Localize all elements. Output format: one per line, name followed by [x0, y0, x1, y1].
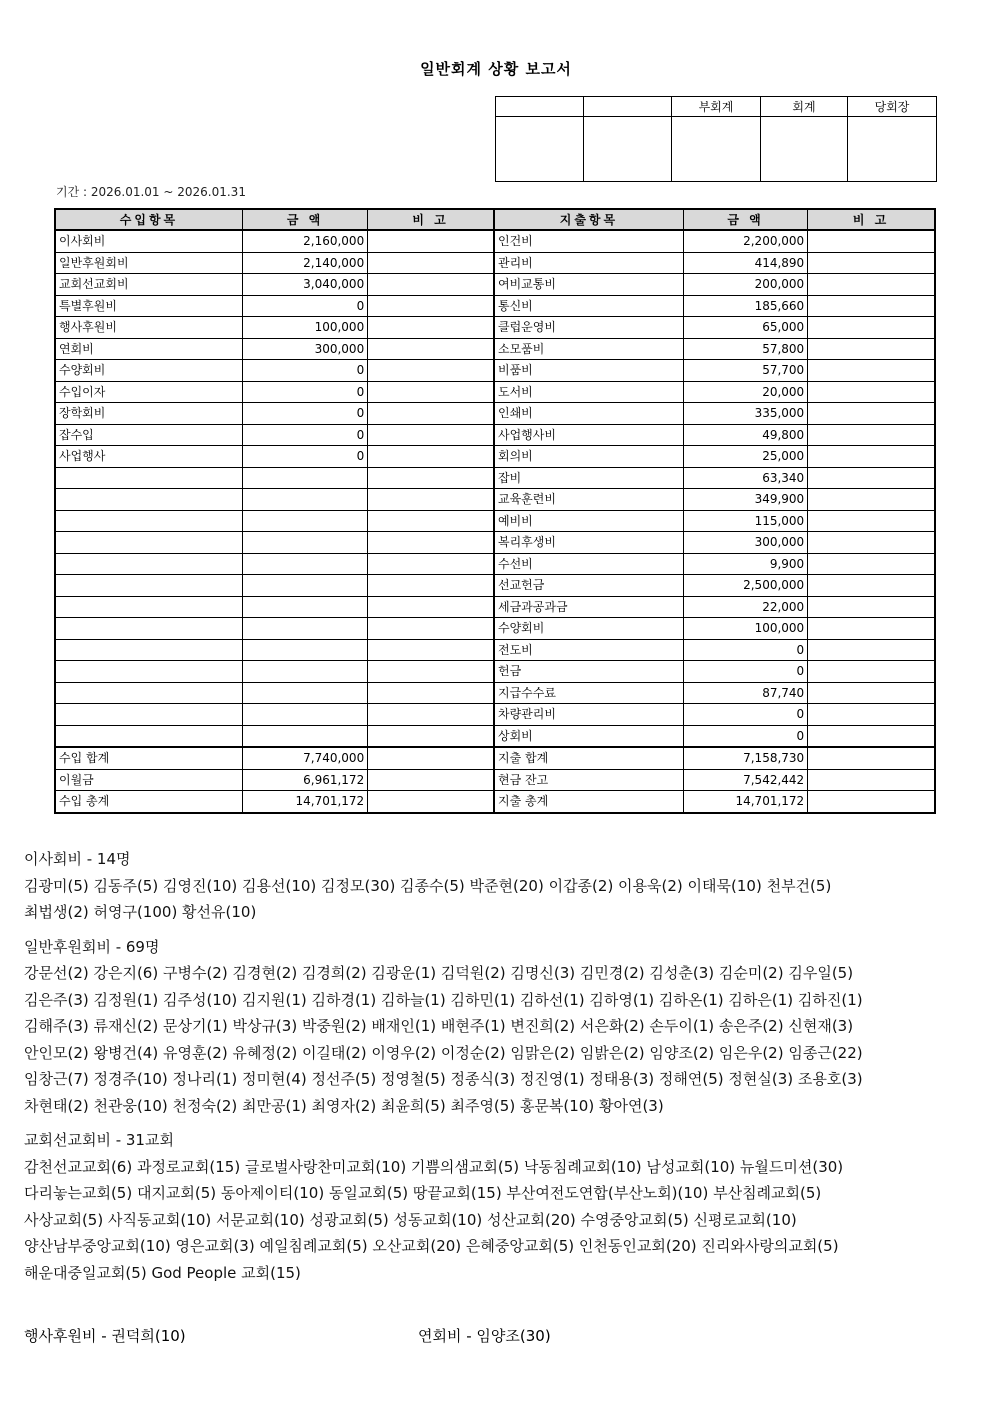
approval-signature-table: [495, 96, 937, 182]
income-note-cell: [368, 424, 494, 446]
header-expense-note: 비 고: [808, 209, 935, 230]
expense-note-cell: [808, 769, 935, 791]
income-amount-cell: 0: [242, 424, 367, 446]
table-row: [55, 618, 935, 640]
expense-note-cell: [808, 295, 935, 317]
table-row: [55, 317, 935, 339]
income-amount-cell: [242, 467, 367, 489]
expense-note-cell: [808, 682, 935, 704]
expense-amount-cell: 349,900: [683, 489, 807, 511]
expense-note-cell: [808, 661, 935, 683]
note-line: 김은주(3) 김정원(1) 김주성(10) 김지원(1) 김하경(1) 김하늘(1) 김하민(1) 김하선(1) 김하영(1) 김하온(1) 김하은(1) 김하진(1): [24, 990, 863, 1009]
income-note-cell: [368, 704, 494, 726]
expense-item-cell: 통신비: [494, 295, 683, 317]
income-item-cell: 수입 총계: [55, 791, 242, 813]
header-expense-amount: 금 액: [683, 209, 807, 230]
event-sponsor-note: 행사후원비 - 권덕희(10): [24, 1327, 186, 1345]
header-income-amount: 금 액: [242, 209, 367, 230]
expense-item-cell: 선교헌금: [494, 575, 683, 597]
table-row: [55, 424, 935, 446]
totals-row: [55, 791, 935, 813]
table-row: [55, 704, 935, 726]
income-amount-cell: [242, 596, 367, 618]
annual-fee-note: 연회비 - 임양조(30): [418, 1327, 551, 1345]
income-note-cell: [368, 682, 494, 704]
approval-header-treasurer: 회계: [761, 97, 848, 117]
expense-item-cell: 비품비: [494, 360, 683, 382]
expense-item-cell: 회의비: [494, 446, 683, 468]
income-note-cell: [368, 769, 494, 791]
expense-item-cell: 지출 총계: [494, 791, 683, 813]
expense-amount-cell: 57,800: [683, 338, 807, 360]
income-note-cell: [368, 510, 494, 532]
income-item-cell: [55, 639, 242, 661]
expense-note-cell: [808, 747, 935, 769]
income-note-cell: [368, 725, 494, 747]
expense-item-cell: 차량관리비: [494, 704, 683, 726]
income-amount-cell: 0: [242, 381, 367, 403]
note-line: 감천선교교회(6) 과정로교회(15) 글로벌사랑찬미교회(10) 기쁨의샘교회(5) 낙동침례교회(10) 남성교회(10) 뉴월드미션(30): [24, 1157, 844, 1176]
income-item-cell: 이사회비: [55, 230, 242, 252]
expense-amount-cell: 7,542,442: [683, 769, 807, 791]
expense-note-cell: [808, 338, 935, 360]
income-note-cell: [368, 274, 494, 296]
expense-amount-cell: 65,000: [683, 317, 807, 339]
expense-amount-cell: 2,200,000: [683, 230, 807, 252]
table-row: [55, 230, 935, 252]
table-row: [55, 489, 935, 511]
income-note-cell: [368, 553, 494, 575]
note-line: 임창근(7) 정경주(10) 정나리(1) 정미현(4) 정선주(5) 정영철(5) 정종식(3) 정진영(1) 정태용(3) 정해연(5) 정현실(3) 조용호(3): [24, 1070, 863, 1088]
expense-note-cell: [808, 381, 935, 403]
income-expense-table: [54, 208, 936, 814]
table-row: [55, 252, 935, 274]
expense-amount-cell: 7,158,730: [683, 747, 807, 769]
income-item-cell: [55, 661, 242, 683]
expense-item-cell: 지출 합계: [494, 747, 683, 769]
income-item-cell: 특별후원비: [55, 295, 242, 317]
expense-item-cell: 현금 잔고: [494, 769, 683, 791]
expense-note-cell: [808, 532, 935, 554]
income-item-cell: [55, 575, 242, 597]
table-row: [55, 446, 935, 468]
income-amount-cell: 0: [242, 446, 367, 468]
report-period: 기간 : 2026.01.01 ~ 2026.01.31: [56, 185, 246, 199]
income-note-cell: [368, 661, 494, 683]
expense-item-cell: 헌금: [494, 661, 683, 683]
income-amount-cell: [242, 575, 367, 597]
note-line: 김해주(3) 류재신(2) 문상기(1) 박상규(3) 박중원(2) 배재인(1) 배현주(1) 변진희(2) 서은화(2) 손두이(1) 송은주(2) 신현재(3): [24, 1017, 854, 1035]
expense-item-cell: 수선비: [494, 553, 683, 575]
expense-note-cell: [808, 252, 935, 274]
income-amount-cell: 2,140,000: [242, 252, 367, 274]
table-row: [55, 274, 935, 296]
expense-amount-cell: 20,000: [683, 381, 807, 403]
signature-box: [672, 117, 761, 182]
table-row: [55, 467, 935, 489]
note-line: 다리놓는교회(5) 대지교회(5) 동아제이티(10) 동일교회(5) 땅끝교회(15) 부산여전도연합(부산노회)(10) 부산침례교회(5): [24, 1184, 822, 1202]
expense-amount-cell: 63,340: [683, 467, 807, 489]
income-note-cell: [368, 317, 494, 339]
income-note-cell: [368, 747, 494, 769]
income-amount-cell: [242, 725, 367, 747]
expense-amount-cell: 0: [683, 725, 807, 747]
expense-note-cell: [808, 403, 935, 425]
signature-box: [761, 117, 848, 182]
approval-header-cell: [496, 97, 584, 117]
note-line: 양산남부중앙교회(10) 영은교회(3) 예일침례교회(5) 오산교회(20) 은혜중앙교회(5) 인천동인교회(20) 진리와사랑의교회(5): [24, 1237, 839, 1255]
income-item-cell: 잡수입: [55, 424, 242, 446]
income-note-cell: [368, 295, 494, 317]
expense-amount-cell: 49,800: [683, 424, 807, 446]
income-amount-cell: 14,701,172: [242, 791, 367, 813]
table-row: [55, 596, 935, 618]
expense-note-cell: [808, 791, 935, 813]
income-note-cell: [368, 575, 494, 597]
expense-amount-cell: 200,000: [683, 274, 807, 296]
note-group: [24, 1127, 969, 1286]
table-row: [55, 403, 935, 425]
income-note-cell: [368, 446, 494, 468]
note-group-heading: 이사회비 - 14명: [24, 850, 131, 868]
income-amount-cell: [242, 704, 367, 726]
income-item-cell: [55, 725, 242, 747]
expense-note-cell: [808, 230, 935, 252]
header-expense-item: 지출항목: [494, 209, 683, 230]
expense-amount-cell: 0: [683, 661, 807, 683]
expense-item-cell: 사업행사비: [494, 424, 683, 446]
income-amount-cell: 0: [242, 403, 367, 425]
expense-amount-cell: 14,701,172: [683, 791, 807, 813]
income-item-cell: 수입 합계: [55, 747, 242, 769]
expense-amount-cell: 185,660: [683, 295, 807, 317]
income-amount-cell: [242, 489, 367, 511]
signature-box: [584, 117, 672, 182]
income-amount-cell: 0: [242, 295, 367, 317]
income-note-cell: [368, 489, 494, 511]
expense-item-cell: 복리후생비: [494, 532, 683, 554]
income-note-cell: [368, 532, 494, 554]
income-item-cell: [55, 532, 242, 554]
income-amount-cell: [242, 682, 367, 704]
income-item-cell: [55, 596, 242, 618]
note-line: 차현태(2) 천관웅(10) 천정숙(2) 최만공(1) 최영자(2) 최윤희(5) 최주영(5) 홍문복(10) 황아연(3): [24, 1096, 664, 1115]
income-amount-cell: 2,160,000: [242, 230, 367, 252]
income-item-cell: [55, 553, 242, 575]
contribution-notes: [24, 846, 969, 1294]
table-row: [55, 295, 935, 317]
note-group-heading: 교회선교회비 - 31교회: [24, 1131, 174, 1149]
note-line: 최법생(2) 허영구(100) 황선유(10): [24, 903, 257, 921]
expense-note-cell: [808, 360, 935, 382]
expense-note-cell: [808, 618, 935, 640]
income-note-cell: [368, 403, 494, 425]
income-item-cell: 교회선교회비: [55, 274, 242, 296]
income-note-cell: [368, 360, 494, 382]
income-note-cell: [368, 338, 494, 360]
header-income-item: 수입항목: [55, 209, 242, 230]
expense-amount-cell: 0: [683, 704, 807, 726]
income-amount-cell: 6,961,172: [242, 769, 367, 791]
expense-note-cell: [808, 489, 935, 511]
note-group: [24, 934, 969, 1120]
note-group: [24, 846, 969, 926]
expense-amount-cell: 57,700: [683, 360, 807, 382]
note-line: 해운대중일교회(5) God People 교회(15): [24, 1263, 301, 1282]
note-line: 강문선(2) 강은지(6) 구병수(2) 김경현(2) 김경희(2) 김광운(1) 김덕원(2) 김명신(3) 김민경(2) 김성춘(3) 김순미(2) 김우일(5): [24, 964, 854, 982]
totals-row: [55, 769, 935, 791]
expense-amount-cell: 0: [683, 639, 807, 661]
expense-item-cell: 수양회비: [494, 618, 683, 640]
note-line: 안인모(2) 왕병건(4) 유영훈(2) 유혜정(2) 이길태(2) 이영우(2) 이정순(2) 임맑은(2) 임밝은(2) 임양조(2) 임은우(2) 임종근(22): [24, 1043, 863, 1062]
expense-amount-cell: 300,000: [683, 532, 807, 554]
expense-note-cell: [808, 596, 935, 618]
note-line: 김광미(5) 김동주(5) 김영진(10) 김용선(10) 김정모(30) 김종수(5) 박준현(20) 이갑종(2) 이용욱(2) 이태묵(10) 천부건(5): [24, 876, 832, 895]
income-item-cell: [55, 510, 242, 532]
income-amount-cell: 3,040,000: [242, 274, 367, 296]
table-row: [55, 532, 935, 554]
table-row: [55, 553, 935, 575]
expense-item-cell: 교육훈련비: [494, 489, 683, 511]
expense-note-cell: [808, 639, 935, 661]
income-amount-cell: 0: [242, 360, 367, 382]
income-item-cell: [55, 489, 242, 511]
note-group-heading: 일반후원회비 - 69명: [24, 937, 160, 956]
expense-note-cell: [808, 575, 935, 597]
income-amount-cell: [242, 639, 367, 661]
income-item-cell: [55, 682, 242, 704]
income-amount-cell: [242, 532, 367, 554]
expense-note-cell: [808, 446, 935, 468]
table-row: [55, 661, 935, 683]
expense-note-cell: [808, 725, 935, 747]
expense-item-cell: 예비비: [494, 510, 683, 532]
income-item-cell: 장학회비: [55, 403, 242, 425]
expense-amount-cell: 115,000: [683, 510, 807, 532]
income-amount-cell: [242, 553, 367, 575]
expense-amount-cell: 335,000: [683, 403, 807, 425]
income-note-cell: [368, 791, 494, 813]
expense-note-cell: [808, 274, 935, 296]
income-amount-cell: [242, 661, 367, 683]
income-note-cell: [368, 230, 494, 252]
income-note-cell: [368, 596, 494, 618]
expense-amount-cell: 414,890: [683, 252, 807, 274]
income-note-cell: [368, 252, 494, 274]
expense-item-cell: 클럽운영비: [494, 317, 683, 339]
income-amount-cell: 100,000: [242, 317, 367, 339]
income-note-cell: [368, 467, 494, 489]
expense-amount-cell: 87,740: [683, 682, 807, 704]
table-row: [55, 682, 935, 704]
income-item-cell: 이월금: [55, 769, 242, 791]
income-amount-cell: 7,740,000: [242, 747, 367, 769]
totals-row: [55, 747, 935, 769]
expense-item-cell: 관리비: [494, 252, 683, 274]
income-item-cell: 일반후원회비: [55, 252, 242, 274]
expense-note-cell: [808, 317, 935, 339]
expense-amount-cell: 22,000: [683, 596, 807, 618]
expense-amount-cell: 100,000: [683, 618, 807, 640]
income-item-cell: 연회비: [55, 338, 242, 360]
table-row: [55, 510, 935, 532]
approval-header-vice-treasurer: 부회계: [672, 97, 761, 117]
expense-item-cell: 여비교통비: [494, 274, 683, 296]
report-title: 일반회계 상황 보고서: [420, 60, 572, 78]
expense-note-cell: [808, 424, 935, 446]
expense-amount-cell: 25,000: [683, 446, 807, 468]
income-item-cell: [55, 467, 242, 489]
income-item-cell: 사업행사: [55, 446, 242, 468]
expense-note-cell: [808, 467, 935, 489]
income-item-cell: 행사후원비: [55, 317, 242, 339]
note-line: 사상교회(5) 사직동교회(10) 서문교회(10) 성광교회(5) 성동교회(10) 성산교회(20) 수영중앙교회(5) 신평로교회(10): [24, 1210, 797, 1229]
expense-item-cell: 지급수수료: [494, 682, 683, 704]
expense-item-cell: 도서비: [494, 381, 683, 403]
table-row: [55, 725, 935, 747]
table-row: [55, 381, 935, 403]
income-item-cell: 수양회비: [55, 360, 242, 382]
expense-amount-cell: 2,500,000: [683, 575, 807, 597]
income-amount-cell: 300,000: [242, 338, 367, 360]
income-note-cell: [368, 618, 494, 640]
expense-item-cell: 잡비: [494, 467, 683, 489]
expense-note-cell: [808, 704, 935, 726]
expense-amount-cell: 9,900: [683, 553, 807, 575]
signature-box: [496, 117, 584, 182]
approval-header-chair: 당회장: [848, 97, 937, 117]
expense-item-cell: 인쇄비: [494, 403, 683, 425]
table-row: [55, 639, 935, 661]
income-note-cell: [368, 639, 494, 661]
expense-item-cell: 인건비: [494, 230, 683, 252]
income-amount-cell: [242, 510, 367, 532]
expense-item-cell: 소모품비: [494, 338, 683, 360]
table-row: [55, 575, 935, 597]
table-row: [55, 360, 935, 382]
header-income-note: 비 고: [368, 209, 494, 230]
approval-header-cell: [584, 97, 672, 117]
income-item-cell: 수입이자: [55, 381, 242, 403]
expense-item-cell: 전도비: [494, 639, 683, 661]
income-note-cell: [368, 381, 494, 403]
expense-item-cell: 상회비: [494, 725, 683, 747]
expense-item-cell: 세금과공과금: [494, 596, 683, 618]
expense-note-cell: [808, 510, 935, 532]
table-row: [55, 338, 935, 360]
income-item-cell: [55, 618, 242, 640]
expense-note-cell: [808, 553, 935, 575]
income-amount-cell: [242, 618, 367, 640]
signature-box: [848, 117, 937, 182]
income-item-cell: [55, 704, 242, 726]
